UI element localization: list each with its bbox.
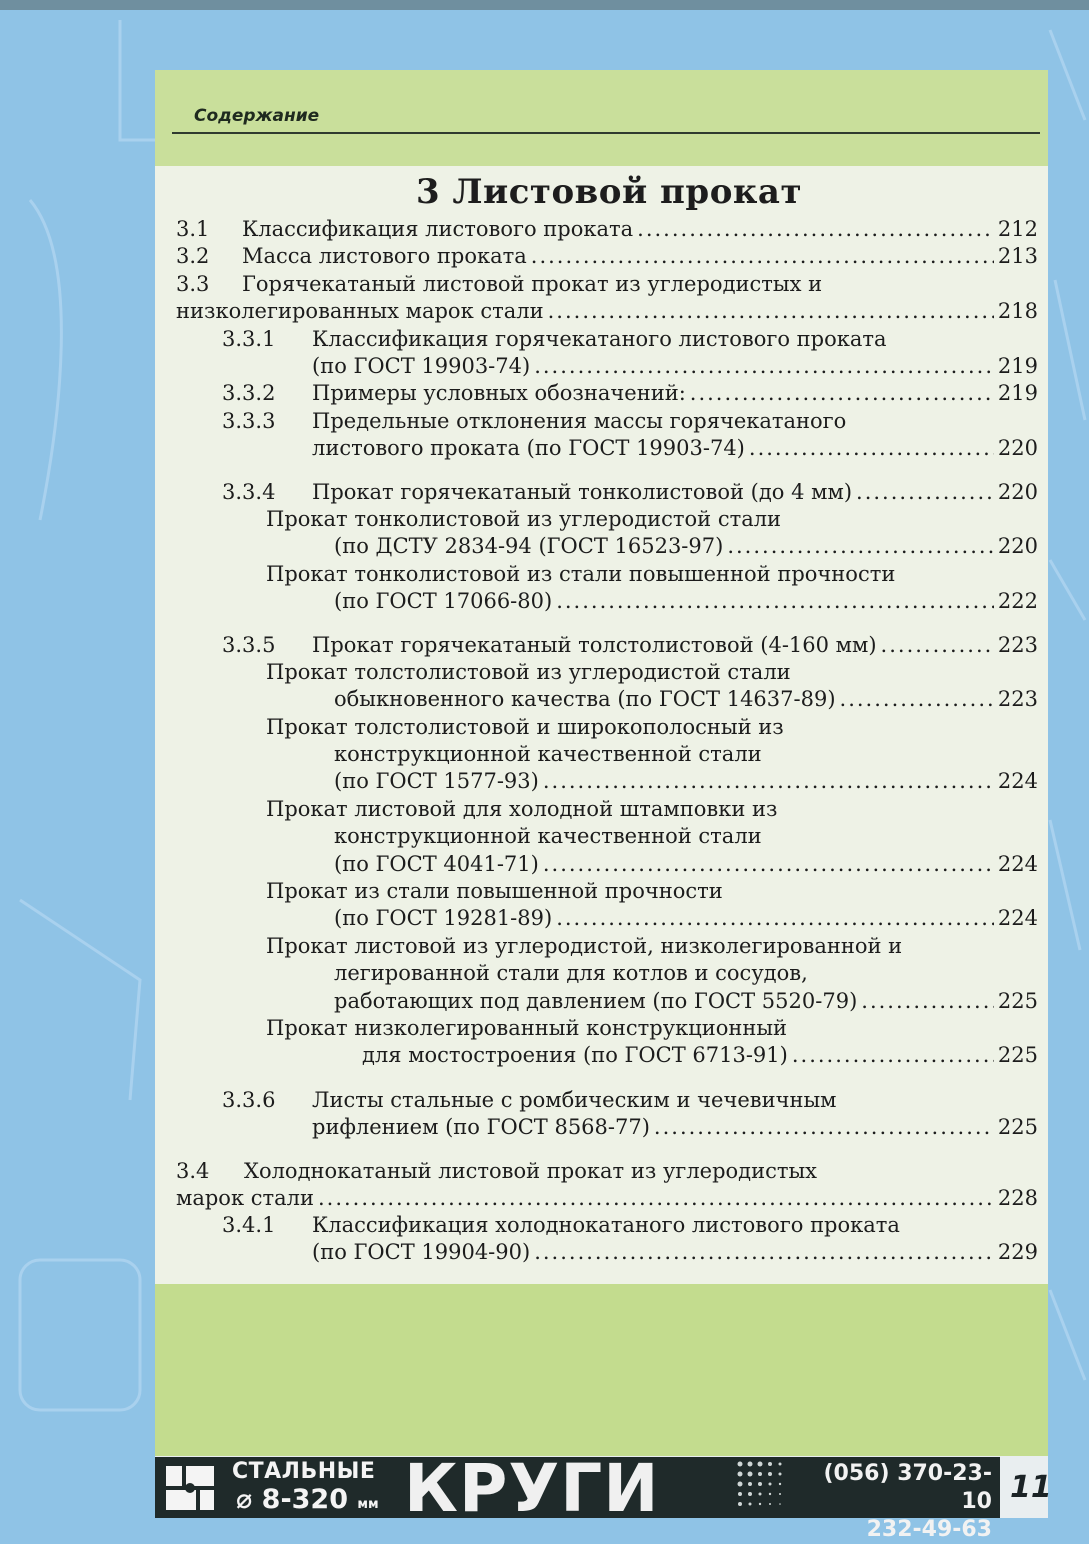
toc-page: 228 — [997, 1186, 1038, 1210]
toc-title: легированной стали для котлов и сосудов, — [334, 961, 808, 985]
toc-title: (по ГОСТ 19281-89) — [334, 906, 553, 930]
toc-entry-line[interactable] — [222, 1212, 900, 1239]
toc-title: Прокат горячекатаный толстолистовой (4-160 мм) — [312, 633, 877, 657]
toc-title: Масса листового проката — [242, 244, 527, 268]
toc-subentry-line[interactable] — [266, 796, 777, 823]
toc-number: 3.3 — [176, 272, 210, 296]
toc-title: для мостостроения (по ГОСТ 6713-91) — [362, 1043, 788, 1067]
toc-title: Листы стальные с ромбическим и чечевичным — [312, 1088, 837, 1112]
toc-title: Классификация холоднокатаного листового проката — [312, 1213, 900, 1237]
toc-number: 3.3.3 — [222, 409, 276, 433]
leader-dots — [548, 298, 994, 325]
toc-subentry-line[interactable] — [334, 823, 762, 850]
toc-page: 218 — [997, 299, 1038, 323]
brand-diameter — [236, 1484, 379, 1515]
leader-dots — [792, 1042, 994, 1069]
leader-dots — [318, 1185, 994, 1212]
toc-entry-line[interactable] — [222, 408, 846, 435]
toc-entry[interactable] — [176, 1185, 1038, 1212]
toc-title: Прокат из стали повышенной прочности — [266, 879, 723, 903]
toc-title: (по ДСТУ 2834-94 (ГОСТ 16523-97) — [334, 534, 724, 558]
toc-page: 225 — [997, 989, 1038, 1013]
toc-number: 3.3.5 — [222, 633, 276, 657]
leader-dots — [556, 905, 994, 932]
toc-title: Прокат толстолистовой из углеродистой стали — [266, 660, 791, 684]
brand-big: КРУГИ — [404, 1450, 660, 1527]
toc-number: 3.4 — [176, 1159, 210, 1183]
toc-title: Классификация горячекатаного листового проката — [312, 327, 887, 351]
toc-title: Примеры условных обозначений: — [312, 381, 686, 405]
toc-title: (по ГОСТ 19904-90) — [312, 1240, 531, 1264]
toc-page: 222 — [997, 589, 1038, 613]
toc-entry[interactable] — [362, 1042, 1038, 1069]
toc-number: 3.3.1 — [222, 327, 276, 351]
toc-number: 3.3.6 — [222, 1088, 276, 1112]
leader-dots — [856, 479, 994, 506]
toc-entry-line[interactable] — [176, 271, 822, 298]
company-logo-icon — [162, 1460, 218, 1516]
toc-entry-line[interactable] — [222, 326, 887, 353]
toc-page: 220 — [997, 480, 1038, 504]
toc-title: рифлением (по ГОСТ 8568-77) — [312, 1115, 650, 1139]
toc-page: 219 — [997, 381, 1038, 405]
toc-subentry-line[interactable] — [266, 1015, 787, 1042]
leader-dots — [881, 632, 994, 659]
toc-title: листового проката (по ГОСТ 19903-74) — [312, 436, 745, 460]
toc-number: 3.3.2 — [222, 381, 276, 405]
leader-dots — [556, 588, 994, 615]
toc-entry[interactable] — [334, 905, 1038, 932]
toc-page: 229 — [997, 1240, 1038, 1264]
toc-entry[interactable] — [176, 243, 1038, 270]
toc-title: Прокат низколегированный конструкционный — [266, 1016, 788, 1040]
toc-subentry-line[interactable] — [266, 714, 784, 741]
toc-number: 3.2 — [176, 244, 210, 268]
toc-page: 225 — [997, 1115, 1038, 1139]
toc-title: Прокат горячекатаный тонколистовой (до 4 мм) — [312, 480, 853, 504]
leader-dots — [534, 1239, 994, 1266]
toc-entry[interactable] — [334, 533, 1038, 560]
toc-entry[interactable] — [334, 588, 1038, 615]
toc-number: 3.3.4 — [222, 480, 276, 504]
toc-title: Холоднокатаный листовой прокат из углеродистых — [244, 1159, 818, 1183]
toc-page: 224 — [997, 852, 1038, 876]
toc-title: Прокат листовой для холодной штамповки из — [266, 797, 778, 821]
leader-dots — [543, 768, 994, 795]
toc-title: (по ГОСТ 19903-74) — [312, 354, 531, 378]
toc-subentry-line[interactable] — [266, 659, 791, 686]
toc-page: 224 — [997, 769, 1038, 793]
leader-dots — [543, 851, 994, 878]
toc-entry-line[interactable] — [222, 1087, 837, 1114]
toc-subentry-line[interactable] — [266, 933, 902, 960]
toc-title: марок стали — [176, 1186, 314, 1210]
toc-title: низколегированных марок стали — [176, 299, 544, 323]
toc-page: 212 — [997, 217, 1038, 241]
chapter-title: 3 Листовой прокат — [415, 172, 803, 212]
halftone-pattern-icon — [734, 1458, 792, 1516]
leader-dots — [861, 988, 994, 1015]
toc-page: 219 — [997, 354, 1038, 378]
toc-entry[interactable] — [334, 768, 1038, 795]
toc-title: конструкционной качественной стали — [334, 742, 762, 766]
toc-title: Горячекатаный листовой прокат из углеродистых и — [242, 272, 823, 296]
toc-title: (по ГОСТ 17066-80) — [334, 589, 553, 613]
toc-subentry-line[interactable] — [266, 878, 723, 905]
toc-entry[interactable] — [312, 1239, 1038, 1266]
toc-entry-line[interactable] — [176, 1158, 817, 1185]
toc-page: 223 — [997, 687, 1038, 711]
phone-numbers — [798, 1460, 992, 1544]
toc-title: Прокат тонколистовой из углеродистой стали — [266, 507, 782, 531]
toc-entry[interactable] — [312, 435, 1038, 462]
leader-dots — [534, 353, 994, 380]
leader-dots — [749, 435, 994, 462]
toc-number: 3.1 — [176, 217, 210, 241]
toc-subentry-line[interactable] — [334, 960, 808, 987]
toc-entry[interactable] — [334, 851, 1038, 878]
toc-entry[interactable] — [334, 988, 1038, 1015]
toc-entry[interactable] — [176, 216, 1038, 243]
diameter-unit: мм — [357, 1497, 379, 1512]
toc-entry[interactable] — [312, 1114, 1038, 1141]
toc-title: Прокат листовой из углеродистой, низколегированной и — [266, 934, 903, 958]
phone-2: 232-49-63 — [866, 1517, 992, 1542]
toc-subentry-line[interactable] — [266, 506, 781, 533]
toc-entry[interactable] — [176, 298, 1038, 325]
leader-dots — [531, 243, 994, 270]
toc-title: (по ГОСТ 1577-93) — [334, 769, 539, 793]
toc-title: Прокат тонколистовой из стали повышенной прочности — [266, 562, 896, 586]
toc-page: 220 — [997, 436, 1038, 460]
toc-page: 213 — [997, 244, 1038, 268]
toc-title: работающих под давлением (по ГОСТ 5520-79) — [334, 989, 858, 1013]
toc-title: Прокат толстолистовой и широкополосный из — [266, 715, 784, 739]
toc-number: 3.4.1 — [222, 1213, 276, 1237]
toc-entry[interactable] — [222, 380, 1038, 407]
brand-line1: СТАЛЬНЫЕ — [232, 1459, 376, 1484]
page-number: 11 — [1010, 1470, 1052, 1505]
leader-dots — [637, 216, 994, 243]
toc-subentry-line[interactable] — [266, 561, 895, 588]
leader-dots — [654, 1114, 994, 1141]
toc-entry[interactable] — [222, 632, 1038, 659]
toc-entry[interactable] — [334, 686, 1038, 713]
toc-entry[interactable] — [222, 479, 1038, 506]
phone-1: (056) 370-23-10 — [823, 1461, 992, 1514]
toc-page: 223 — [997, 633, 1038, 657]
toc-title: Предельные отклонения массы горячекатаного — [312, 409, 847, 433]
toc-title: (по ГОСТ 4041-71) — [334, 852, 539, 876]
toc-page: 224 — [997, 906, 1038, 930]
toc-title: конструкционной качественной стали — [334, 824, 762, 848]
diameter-range: ⌀ 8-320 — [236, 1484, 349, 1515]
toc-title: обыкновенного качества (по ГОСТ 14637-89) — [334, 687, 836, 711]
leader-dots — [840, 686, 994, 713]
leader-dots — [727, 533, 994, 560]
toc-subentry-line[interactable] — [334, 741, 762, 768]
toc-title: Классификация листового проката — [242, 217, 634, 241]
section-label: Содержание — [194, 106, 320, 126]
toc-page: 220 — [997, 534, 1038, 558]
toc-page: 225 — [997, 1043, 1038, 1067]
toc-entry[interactable] — [312, 353, 1038, 380]
leader-dots — [690, 380, 994, 407]
